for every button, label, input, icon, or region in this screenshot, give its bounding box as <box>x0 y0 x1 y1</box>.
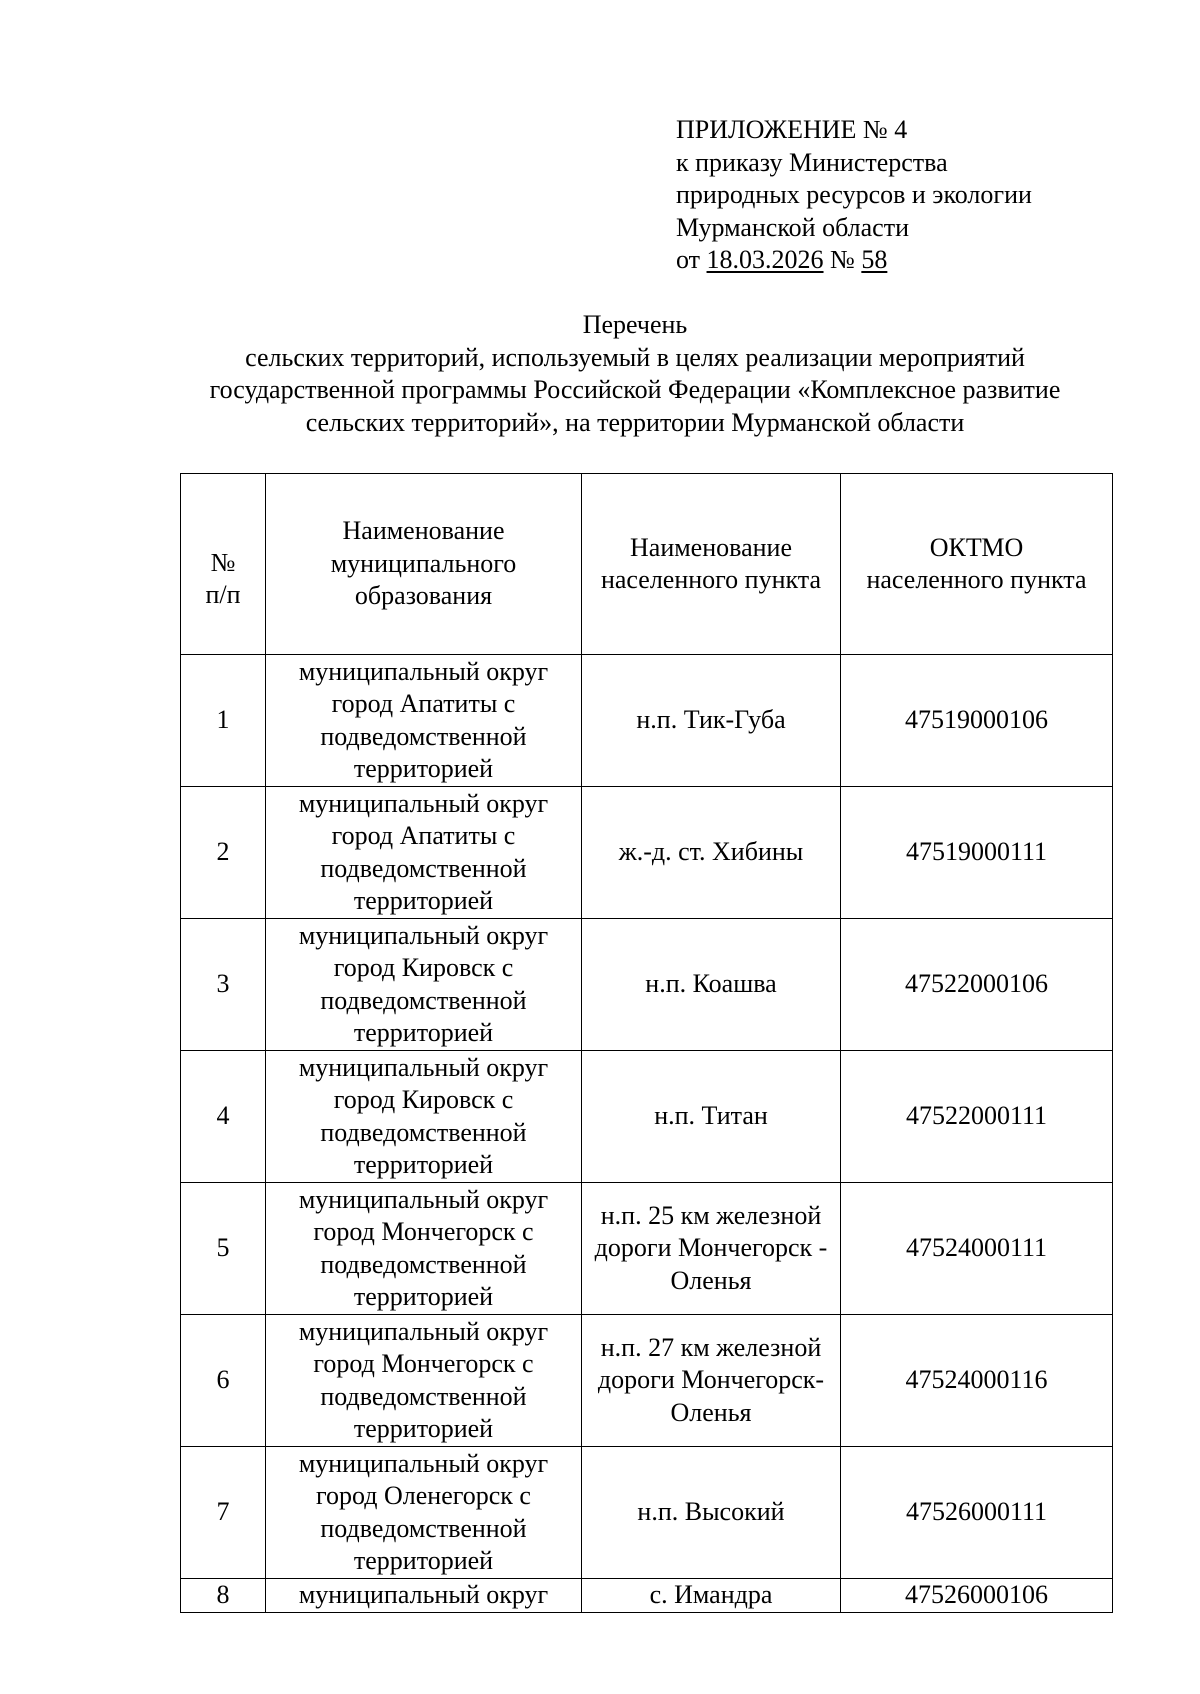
cell-municipality <box>266 787 582 919</box>
municipality-line: город Кировск с <box>333 953 514 982</box>
territories-table <box>180 473 1113 1613</box>
oktmo-code: 47526000106 <box>905 1580 1048 1609</box>
cell-oktmo <box>841 1051 1113 1183</box>
cell-settlement <box>582 1315 841 1447</box>
oktmo-code: 47522000106 <box>905 969 1048 999</box>
header-settlement-line2: населенного пункта <box>600 565 822 594</box>
municipality-line: муниципальный округ <box>298 920 549 950</box>
oktmo-code: 47519000111 <box>905 837 1048 867</box>
cell-settlement <box>582 1447 841 1579</box>
cell-num <box>181 655 266 787</box>
cell-settlement <box>582 1051 841 1183</box>
settlement-line: н.п. Тик-Губа <box>636 705 786 735</box>
header-num-line2: п/п <box>205 580 241 609</box>
municipality-line: подведомственной <box>320 721 527 751</box>
header-num-line1: № <box>210 547 236 577</box>
cell-municipality <box>266 1315 582 1447</box>
table-row <box>181 919 1113 1051</box>
municipality-line: подведомственной <box>320 1381 527 1411</box>
municipality-line: территорией <box>353 1414 494 1443</box>
order-date: 18.03.2026 <box>706 245 824 274</box>
municipality-line: муниципальный округ <box>298 656 549 686</box>
settlement-line: н.п. 25 км железной <box>600 1200 822 1230</box>
municipality-line: муниципальный округ <box>298 1052 549 1082</box>
header-settlement-line1: Наименование <box>630 532 792 562</box>
municipality-line: подведомственной <box>320 853 527 883</box>
header-oktmo-line2: населенного пункта <box>866 565 1087 594</box>
row-number: 1 <box>216 705 230 735</box>
cell-municipality <box>266 655 582 787</box>
header-oktmo <box>841 474 1113 655</box>
cell-oktmo <box>841 1447 1113 1579</box>
title-line-1: Перечень <box>582 310 688 339</box>
cell-municipality <box>266 1051 582 1183</box>
cell-oktmo <box>841 919 1113 1051</box>
municipality-line: город Оленегорск с <box>316 1481 531 1510</box>
settlement-line: дороги Мончегорск- <box>597 1365 825 1395</box>
date-prefix: от <box>676 245 701 274</box>
appendix-line-ministry: природных ресурсов и экологии <box>676 180 1032 209</box>
cell-oktmo <box>841 1579 1113 1613</box>
cell-oktmo <box>841 787 1113 919</box>
appendix-block <box>676 114 1032 277</box>
table-header-row <box>181 474 1113 655</box>
municipality-line: территорией <box>353 754 494 783</box>
header-municipality <box>266 474 582 655</box>
municipality-line: территорией <box>353 1282 494 1311</box>
table-row <box>181 1315 1113 1447</box>
header-oktmo-line1: ОКТМО <box>929 532 1024 562</box>
municipality-line: муниципальный округ <box>298 1184 549 1214</box>
oktmo-code: 47524000111 <box>905 1233 1048 1263</box>
municipality-line: подведомственной <box>320 1117 527 1147</box>
cell-num <box>181 1579 266 1613</box>
cell-num <box>181 1315 266 1447</box>
settlement-line: дороги Мончегорск - <box>594 1233 828 1263</box>
settlement-line: ж.-д. ст. Хибины <box>618 837 804 867</box>
municipality-line: муниципальный округ <box>298 788 549 818</box>
row-number: 8 <box>216 1580 230 1609</box>
municipality-line: территорией <box>353 1546 494 1575</box>
row-number: 4 <box>216 1101 230 1131</box>
table-row <box>181 655 1113 787</box>
settlement-line: н.п. Титан <box>654 1101 768 1131</box>
oktmo-code: 47519000106 <box>905 705 1048 735</box>
settlement-line: н.п. Коашва <box>645 969 777 999</box>
cell-oktmo <box>841 1315 1113 1447</box>
table-row <box>181 787 1113 919</box>
cell-municipality <box>266 919 582 1051</box>
cell-oktmo <box>841 655 1113 787</box>
header-municipality-line3: образования <box>354 581 493 611</box>
municipality-line: подведомственной <box>320 985 527 1015</box>
appendix-line-region: Мурманской области <box>676 212 909 242</box>
municipality-line: город Мончегорск с <box>313 1217 534 1246</box>
settlement-line: Оленья <box>670 1397 752 1427</box>
title-line-2: сельских территорий, используемый в целях реализации мероприятий <box>245 342 1025 372</box>
municipality-line: территорией <box>353 1018 494 1047</box>
cell-settlement <box>582 655 841 787</box>
cell-settlement <box>582 787 841 919</box>
number-prefix: № <box>830 245 855 274</box>
cell-num <box>181 1183 266 1315</box>
row-number: 6 <box>216 1365 230 1395</box>
cell-num <box>181 919 266 1051</box>
appendix-date-line <box>676 244 1032 277</box>
cell-oktmo <box>841 1183 1113 1315</box>
municipality-line: подведомственной <box>320 1249 527 1279</box>
cell-settlement <box>582 919 841 1051</box>
settlement-line: н.п. Высокий <box>637 1497 785 1527</box>
table-row <box>181 1183 1113 1315</box>
header-municipality-line1: Наименование <box>342 516 505 546</box>
cell-num <box>181 1051 266 1183</box>
row-number: 7 <box>216 1497 230 1527</box>
oktmo-code: 47524000116 <box>905 1365 1048 1395</box>
municipality-line: город Апатиты с <box>331 689 516 718</box>
header-municipality-line2: муниципального <box>330 548 517 578</box>
municipality-line: муниципальный округ <box>298 1448 549 1478</box>
table-row <box>181 1447 1113 1579</box>
cell-municipality <box>266 1183 582 1315</box>
appendix-line-order: к приказу Министерства <box>676 147 948 177</box>
settlement-line: н.п. 27 км железной <box>600 1332 822 1362</box>
table-row <box>181 1051 1113 1183</box>
municipality-line: город Кировск с <box>333 1085 514 1114</box>
header-settlement <box>582 474 841 655</box>
cell-municipality <box>266 1447 582 1579</box>
municipality-line: город Апатиты с <box>331 821 516 850</box>
municipality-line: муниципальный округ <box>298 1580 549 1609</box>
appendix-title: ПРИЛОЖЕНИЕ № 4 <box>676 115 908 144</box>
cell-num <box>181 787 266 919</box>
municipality-line: территорией <box>353 1150 494 1179</box>
oktmo-code: 47526000111 <box>905 1497 1048 1527</box>
row-number: 2 <box>216 837 230 867</box>
title-line-3: государственной программы Российской Федерации «Комплексное развитие <box>209 375 1061 404</box>
header-num <box>181 474 266 655</box>
municipality-line: территорией <box>353 886 494 915</box>
cell-settlement <box>582 1183 841 1315</box>
table-row <box>181 1579 1113 1613</box>
oktmo-code: 47522000111 <box>905 1101 1048 1131</box>
cell-num <box>181 1447 266 1579</box>
cell-settlement <box>582 1579 841 1613</box>
row-number: 5 <box>216 1233 230 1263</box>
municipality-line: город Мончегорск с <box>313 1349 534 1378</box>
cell-municipality <box>266 1579 582 1613</box>
order-number: 58 <box>861 245 888 274</box>
settlement-line: с. Имандра <box>649 1580 773 1609</box>
row-number: 3 <box>216 969 230 999</box>
settlement-line: Оленья <box>670 1265 752 1295</box>
title-line-4: сельских территорий», на территории Мурманской области <box>305 407 965 437</box>
municipality-line: подведомственной <box>320 1513 527 1543</box>
municipality-line: муниципальный округ <box>298 1316 549 1346</box>
table-body <box>181 474 1113 1613</box>
document-title <box>160 309 1110 439</box>
